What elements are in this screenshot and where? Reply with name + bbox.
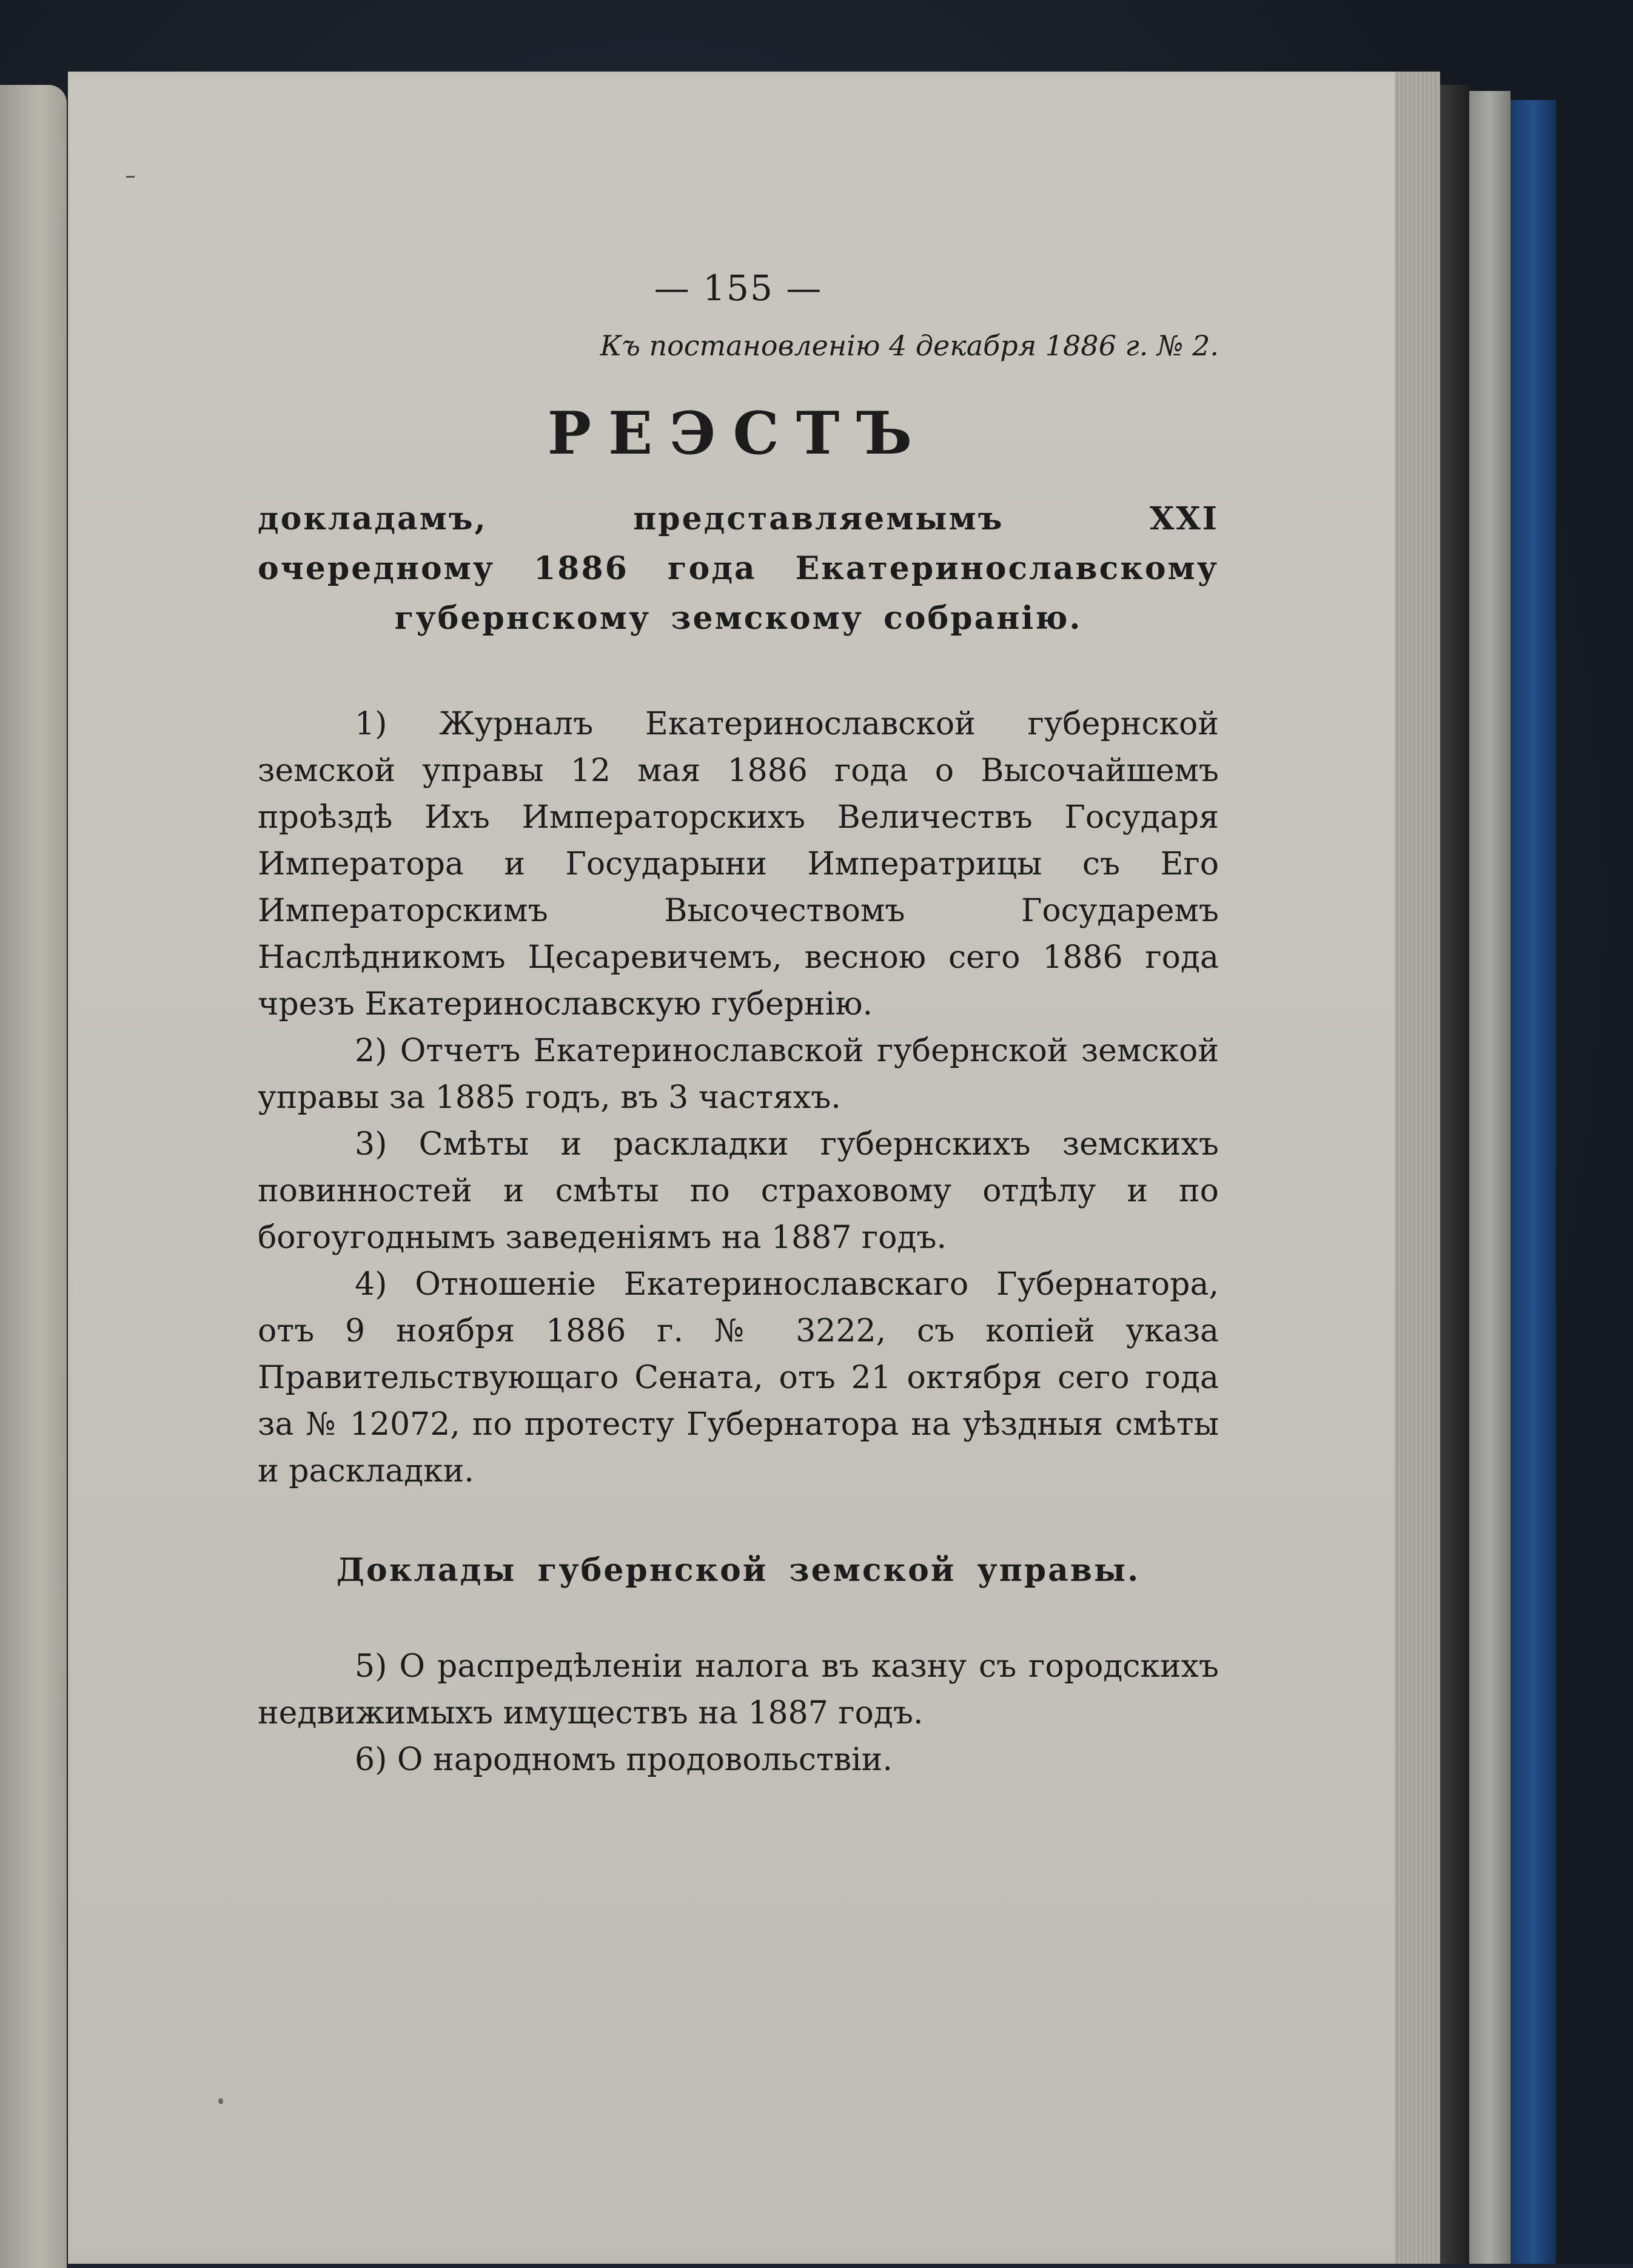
page-number: — 155 —: [654, 267, 823, 309]
page-stack-edge: [1395, 72, 1440, 2264]
list-item: 2) Отчетъ Екатеринославской губернской земской управы за 1885 годъ, въ 3 частяхъ.: [258, 1033, 1219, 1116]
section-items: [258, 1643, 1219, 1783]
page-subtitle: докладамъ, представляемымъ XXI очередному 1886 года Екатеринославскому губернскому земскому собранію.: [258, 500, 1219, 637]
section-heading: Доклады губернской земской управы.: [336, 1552, 1141, 1589]
page-title: РЕЭСТЪ: [547, 399, 930, 468]
list-item: 6) О народномъ продовольствіи.: [355, 1742, 893, 1778]
list-item: 5) О распредѣленіи налога въ казну съ городскихъ недвижимыхъ имуществъ на 1887 годъ.: [258, 1648, 1219, 1731]
list-item: 4) Отношеніе Екатеринославскаго Губернатора, отъ 9 ноября 1886 г. № 3222, съ копіей указа Правительствующаго Сената, отъ 21 октября сего года за № 12072, по протесту Губернатора на уѣздныя смѣты и раскладки.: [258, 1266, 1219, 1489]
margin-dot: [218, 2098, 223, 2104]
margin-mark: [126, 176, 135, 178]
resolution-reference: Къ постановленію 4 декабря 1886 г. № 2.: [600, 329, 1219, 362]
book-spine-dark: [1440, 85, 1469, 2264]
book-spine-grey: [1469, 91, 1511, 2264]
left-page-edge: [0, 85, 67, 2268]
book-cover-edge: [1511, 100, 1556, 2264]
list-item: 3) Смѣты и раскладки губернскихъ земскихъ повинностей и смѣты по страховому отдѣлу и по богоугоднымъ заведеніямъ на 1887 годъ.: [258, 1126, 1219, 1256]
list-item: 1) Журналъ Екатеринославской губернской земской управы 12 мая 1886 года о Высочайшемъ проѣздѣ Ихъ Императорскихъ Величествъ Государя Императора и Государыни Императрицы съ Его Императорскимъ Высочествомъ Государемъ Наслѣдникомъ Цесаревичемъ, весною сего 1886 года чрезъ Екатеринославскую губернію.: [258, 706, 1219, 1022]
intro-items: [258, 701, 1219, 1495]
page-content: [258, 261, 1219, 1783]
